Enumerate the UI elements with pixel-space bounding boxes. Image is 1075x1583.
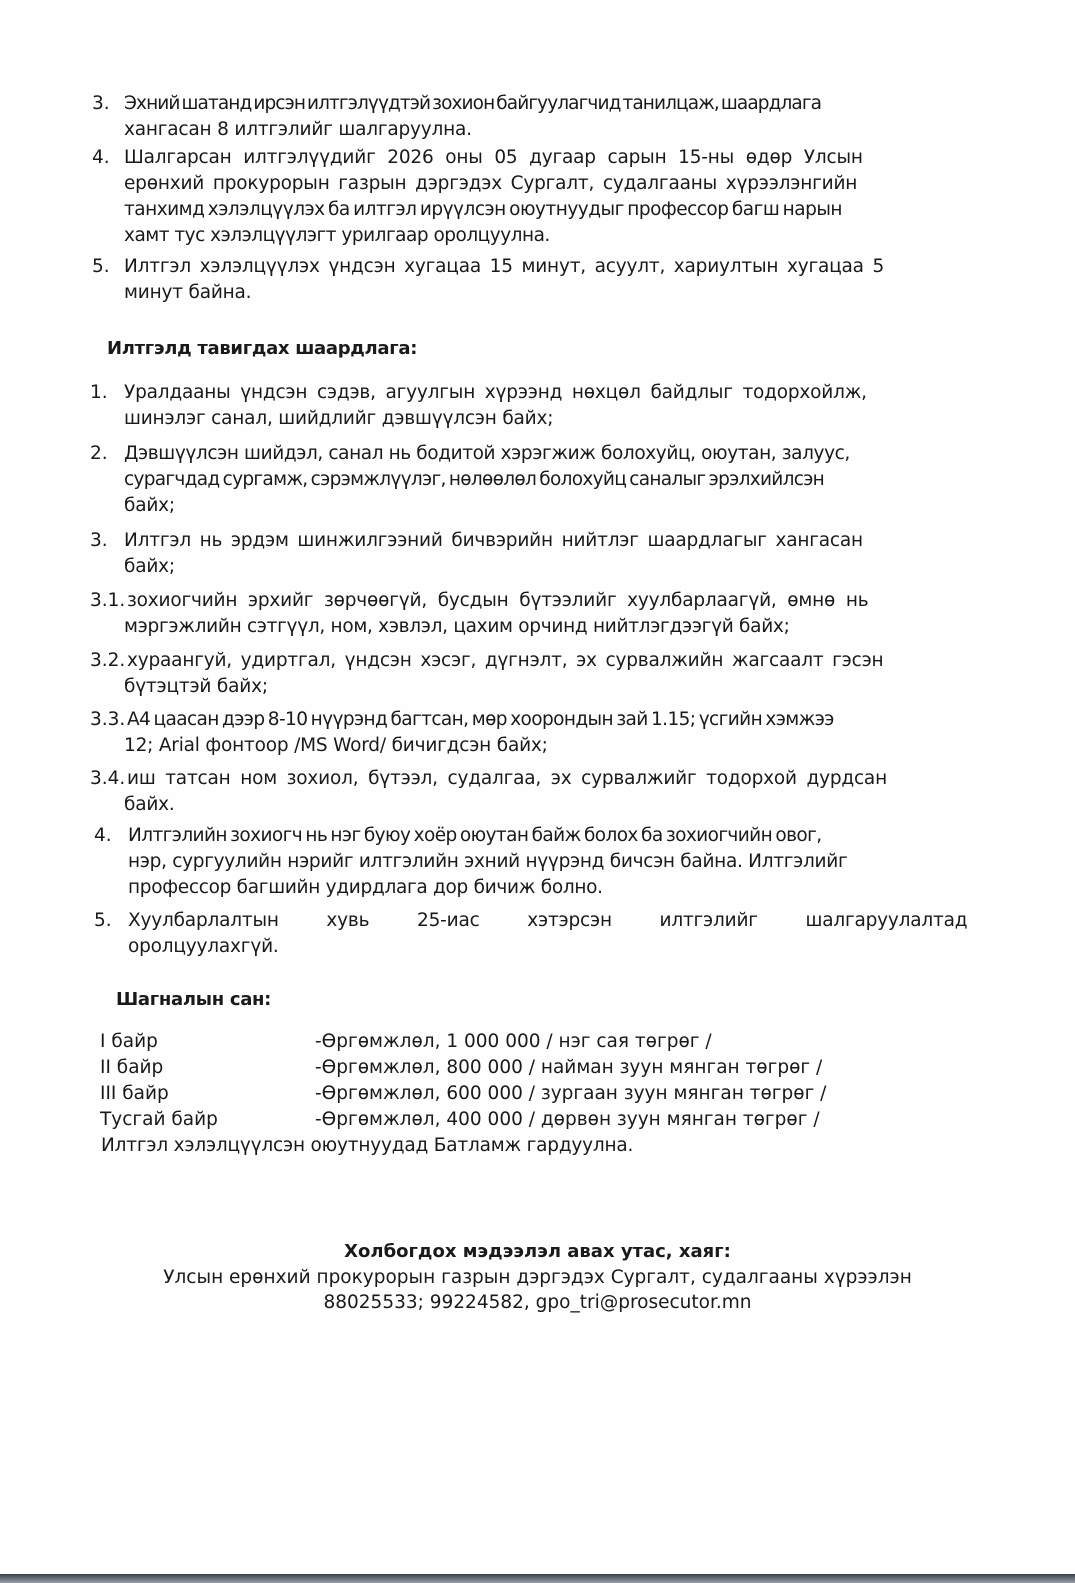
list-item-line: Уралдааны үндсэн сэдэв, агуулгын хүрээнд нөхцөл байдлыг тодорхойлж, <box>124 382 867 403</box>
list-item-line: зохиогчийн эрхийг зөрчөөгүй, бусдын бүтээлийг хуулбарлаагүй, өмнө нь <box>127 590 869 611</box>
list-item-line: байх. <box>124 794 175 815</box>
list-item-line: Илтгэл нь эрдэм шинжилгээний бичвэрийн нийтлэг шаардлагыг хангасан <box>124 530 863 551</box>
list-item-line: Дэвшүүлсэн шийдэл, санал нь бодитой хэрэгжиж болохуйц, оюутан, залуус, <box>124 443 850 464</box>
list-item-line: 12; Arial фонтоор /MS Word/ бичигдсэн байх; <box>124 735 548 756</box>
prize-place: II байр <box>100 1057 164 1078</box>
list-number: 5. <box>92 256 110 277</box>
list-item-line: бүтэцтэй байх; <box>124 676 268 697</box>
prize-award: -Өргөмжлөл, 800 000 / найман зуун мянган төгрөг / <box>315 1057 823 1078</box>
prize-award: -Өргөмжлөл, 400 000 / дөрвөн зуун мянган төгрөг / <box>315 1109 820 1130</box>
list-item-line: мэргэжлийн сэтгүүл, ном, хэвлэл, цахим орчинд нийтлэгдээгүй байх; <box>124 616 790 637</box>
list-number: 3.1. <box>90 590 126 611</box>
list-number: 3. <box>90 530 108 551</box>
prize-place: Тусгай байр <box>100 1109 218 1130</box>
list-item-line: профессор багшийн удирдлага дор бичиж болно. <box>128 877 603 898</box>
contact-heading: Холбогдох мэдээлэл авах утас, хаяг: <box>344 1241 731 1262</box>
list-number: 3.4. <box>90 768 126 789</box>
list-item-line: хангасан 8 илтгэлийг шалгаруулна. <box>124 119 472 140</box>
list-item-line: минут байна. <box>124 282 252 303</box>
list-item-line: хураангуй, удиртгал, үндсэн хэсэг, дүгнэлт, эх сурвалжийн жагсаалт гэсэн <box>127 650 884 671</box>
list-number: 4. <box>92 147 110 168</box>
page-bottom-edge <box>0 1574 1075 1583</box>
list-item-line: оролцуулахгүй. <box>128 936 279 957</box>
list-number: 3.3. <box>90 709 126 730</box>
prize-award: -Өргөмжлөл, 600 000 / зургаан зуун мянган төгрөг / <box>315 1083 827 1104</box>
list-item-line: танхимд хэлэлцүүлэх ба илтгэл ирүүлсэн оюутнуудыг профессор багш нарын <box>124 199 843 220</box>
prize-place: I байр <box>100 1031 158 1052</box>
section-heading: Шагналын сан: <box>116 989 272 1010</box>
prize-note: Илтгэл хэлэлцүүлсэн оюутнуудад Батламж гардуулна. <box>101 1135 634 1156</box>
list-number: 3. <box>92 93 110 114</box>
list-item-line: Шалгарсан илтгэлүүдийг 2026 оны 05 дугаар сарын 15-ны өдөр Улсын <box>124 147 863 168</box>
list-item-line: ерөнхий прокурорын газрын дэргэдэх Сургалт, судалгааны хүрээлэнгийн <box>124 173 858 194</box>
section-heading: Илтгэлд тавигдах шаардлага: <box>107 338 418 359</box>
list-item-line: Эхний шатанд ирсэн илтгэлүүдтэй зохион байгуулагчид танилцаж, шаардлага <box>124 93 822 114</box>
list-item-line: нэр, сургуулийн нэрийг илтгэлийн эхний нүүрэнд бичсэн байна. Илтгэлийг <box>128 851 848 872</box>
list-item-line: шинэлэг санал, шийдлийг дэвшүүлсэн байх; <box>124 408 554 429</box>
list-number: 1. <box>90 382 108 403</box>
list-item-line: Хуулбарлалтын хувь 25-иас хэтэрсэн илтгэлийг шалгаруулалтад <box>128 910 968 931</box>
contact-phones-email[interactable]: 88025533; 99224582, gpo_tri@prosecutor.mn <box>323 1292 752 1313</box>
prize-award: -Өргөмжлөл, 1 000 000 / нэг сая төгрөг / <box>315 1031 712 1052</box>
list-item-line: Илтгэл хэлэлцүүлэх үндсэн хугацаа 15 минут, асуулт, хариултын хугацаа 5 <box>124 256 885 277</box>
prize-place: III байр <box>100 1083 169 1104</box>
list-item-line: А4 цаасан дээр 8-10 нүүрэнд багтсан, мөр хоорондын зай 1.15; үсгийн хэмжээ <box>127 709 834 730</box>
list-item-line: иш татсан ном зохиол, бүтээл, судалгаа, эх сурвалжийг тодорхой дурдсан <box>127 768 887 789</box>
list-number: 3.2. <box>90 650 126 671</box>
list-item-line: байх; <box>124 495 175 516</box>
list-number: 4. <box>94 825 112 846</box>
list-item-line: байх; <box>124 556 175 577</box>
list-number: 2. <box>90 443 108 464</box>
list-item-line: Илтгэлийн зохиогч нь нэг буюу хоёр оюутан байж болох ба зохиогчийн овог, <box>128 825 822 846</box>
list-item-line: сурагчдад сургамж, сэрэмжлүүлэг, нөлөөлөл болохуйц саналыг эрэлхийлсэн <box>124 469 825 490</box>
list-number: 5. <box>94 910 112 931</box>
list-item-line: хамт тус хэлэлцүүлэгт урилгаар оролцуулна. <box>124 225 550 246</box>
contact-organization: Улсын ерөнхий прокурорын газрын дэргэдэх Сургалт, судалгааны хүрээлэн <box>163 1267 912 1288</box>
